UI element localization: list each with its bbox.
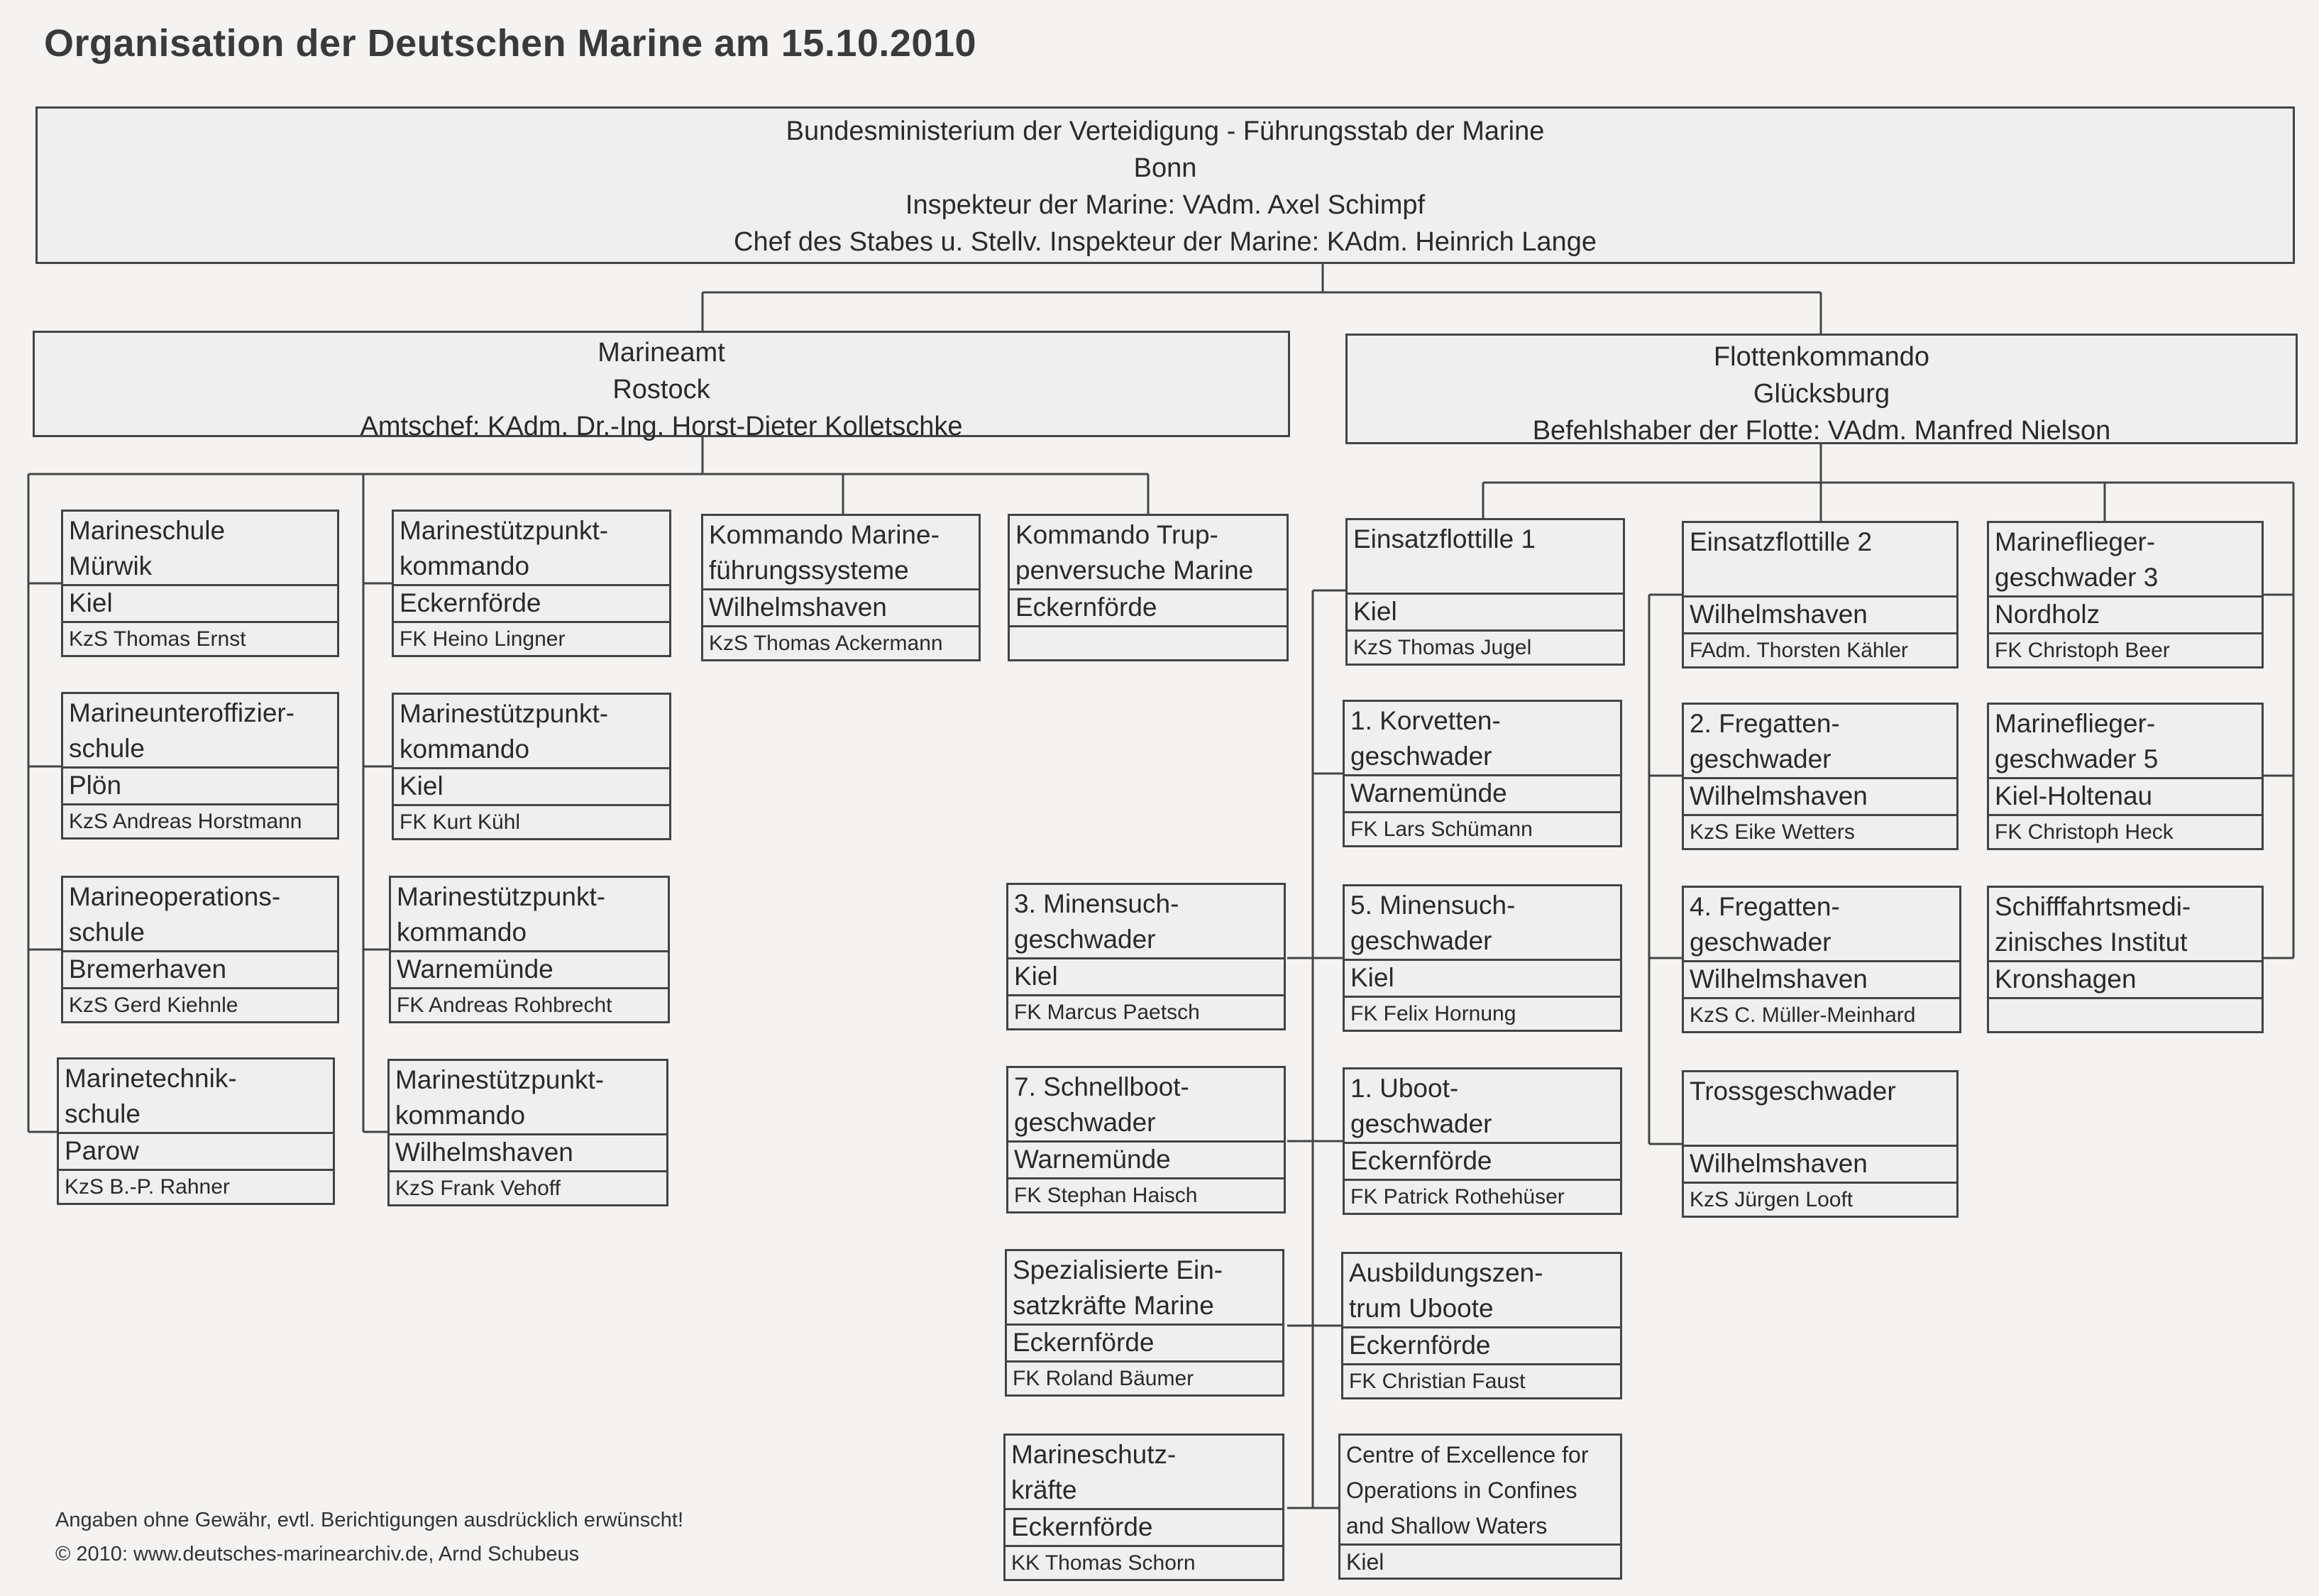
marineamt-line: Marineamt: [597, 338, 725, 368]
unit-location: Kiel: [1340, 1543, 1620, 1578]
unit-name: Einsatzflottille 2: [1690, 527, 1873, 556]
unit-name: Kommando Trup- penversuche Marine: [1015, 520, 1254, 585]
unit-name: Einsatzflottille 1: [1353, 524, 1536, 554]
unit-location: Eckernförde: [1006, 1508, 1282, 1545]
unit-trossgeschwader: [1682, 1070, 1959, 1218]
unit-location: Eckernförde: [1345, 1142, 1620, 1179]
unit-location: Nordholz: [1989, 595, 2262, 632]
unit-commander: KzS Thomas Ernst: [63, 621, 337, 655]
unit-location: Kiel: [63, 584, 337, 621]
unit-name: Marineoperations- schule: [69, 882, 281, 947]
unit-marineschule-muerwik: [61, 510, 339, 657]
unit-name: Kommando Marine- führungssysteme: [709, 520, 940, 585]
unit-name: 5. Minensuch- geschwader: [1350, 891, 1516, 955]
unit-name: Ausbildungszen- trum Uboote: [1349, 1258, 1543, 1323]
unit-name: Schifffahrtsmedi- zinisches Institut: [1995, 892, 2191, 957]
marineamt-line: Amtschef: KAdm. Dr.-Ing. Horst-Dieter Kolletschke: [360, 412, 963, 441]
unit-location: Warnemünde: [1008, 1140, 1284, 1177]
unit-marineunteroffizierschule: [61, 692, 339, 840]
unit-location: Eckernförde: [1343, 1326, 1620, 1363]
unit-commander: FK Andreas Rohbrecht: [391, 987, 668, 1021]
unit-marineschutzkraefte: [1003, 1433, 1284, 1581]
unit-einsatzflottille-1: [1345, 518, 1625, 666]
footer-copyright: © 2010: www.deutsches-marinearchiv.de, Arnd Schubeus: [55, 1543, 580, 1565]
unit-ausbildungszentrum-uboote: [1341, 1252, 1622, 1399]
unit-commander: FK Felix Hornung: [1345, 996, 1620, 1030]
unit-commander: KzS Jürgen Looft: [1684, 1182, 1956, 1216]
footer-disclaimer: Angaben ohne Gewähr, evtl. Berichtigungen ausdrücklich erwünscht!: [55, 1509, 684, 1531]
unit-7-schnellbootgeschwader: [1006, 1066, 1286, 1213]
unit-commander: KzS B.-P. Rahner: [59, 1169, 333, 1203]
unit-marinefliegergeschwader-3: [1987, 521, 2264, 668]
unit-location: Plön: [63, 766, 337, 803]
unit-location: Kronshagen: [1989, 960, 2262, 997]
unit-name: Marinestützpunkt- kommando: [395, 1065, 605, 1130]
unit-commander: KzS Frank Vehoff: [390, 1170, 666, 1204]
unit-commander: FK Kurt Kühl: [394, 804, 669, 838]
unit-name: 2. Fregatten- geschwader: [1690, 709, 1840, 774]
unit-commander: [1010, 625, 1287, 659]
unit-location: Warnemünde: [391, 950, 668, 987]
unit-location: Wilhelmshaven: [703, 588, 979, 625]
unit-marinefliegergeschwader-5: [1987, 703, 2264, 850]
unit-commander: KzS Thomas Jugel: [1348, 629, 1623, 664]
unit-name: 1. Uboot- geschwader: [1350, 1074, 1492, 1138]
unit-name: Marineflieger- geschwader 5: [1995, 709, 2159, 774]
unit-location: Kiel: [394, 767, 669, 804]
unit-kdo-truppenversuche: [1008, 514, 1289, 661]
unit-schifffahrtsmedizinisches-institut: [1987, 886, 2264, 1033]
unit-location: Parow: [59, 1132, 333, 1169]
unit-einsatzflottille-2: [1682, 521, 1959, 668]
unit-1-korvettengeschwader: [1343, 700, 1622, 847]
unit-kdo-fuehrungssysteme: [701, 514, 981, 661]
unit-commander: KzS Eike Wetters: [1684, 814, 1956, 848]
unit-commander: FK Christian Faust: [1343, 1363, 1620, 1397]
hq-box: [35, 106, 2295, 264]
unit-location: Wilhelmshaven: [1684, 960, 1959, 997]
unit-name: Marineschule Mürwik: [69, 516, 226, 580]
unit-commander: KzS Gerd Kiehnle: [63, 987, 337, 1021]
unit-4-fregattengeschwader: [1682, 886, 1961, 1033]
unit-location: Wilhelmshaven: [1684, 777, 1956, 814]
unit-location: Wilhelmshaven: [1684, 1145, 1956, 1182]
page-title: Organisation der Deutschen Marine am 15.10.2010: [44, 22, 977, 65]
unit-5-minensuchgeschwader: [1343, 884, 1622, 1032]
unit-commander: FK Christoph Heck: [1989, 814, 2262, 848]
unit-3-minensuchgeschwader: [1006, 883, 1286, 1030]
unit-commander: FK Heino Lingner: [394, 621, 669, 655]
unit-commander: FK Patrick Rothehüser: [1345, 1179, 1620, 1213]
unit-location: Kiel: [1348, 593, 1623, 629]
unit-commander: FK Stephan Haisch: [1008, 1177, 1284, 1211]
unit-marinetechnikschule: [57, 1057, 335, 1205]
hq-line: Bundesministerium der Verteidigung - Führungsstab der Marine: [786, 116, 1545, 146]
unit-commander: [1989, 997, 2262, 1031]
unit-name: Marineflieger- geschwader 3: [1995, 527, 2159, 592]
unit-location: Kiel: [1345, 959, 1620, 996]
unit-commander: FK Roland Bäumer: [1007, 1360, 1282, 1394]
flottenkommando-line: Befehlshaber der Flotte: VAdm. Manfred Nielson: [1532, 416, 2111, 446]
unit-location: Bremerhaven: [63, 950, 337, 987]
unit-msk-warnemuende: [389, 876, 670, 1023]
unit-name: Marineschutz- kräfte: [1011, 1440, 1177, 1504]
flottenkommando-line: Flottenkommando: [1713, 342, 1930, 372]
unit-location: Wilhelmshaven: [390, 1133, 666, 1170]
unit-name: Marineunteroffizier- schule: [69, 698, 295, 763]
unit-name: 7. Schnellboot- geschwader: [1014, 1072, 1189, 1137]
unit-name: Marinetechnik- schule: [65, 1064, 237, 1128]
unit-marineoperationsschule: [61, 876, 339, 1023]
unit-ske-marine: [1005, 1249, 1284, 1397]
hq-line: Inspekteur der Marine: VAdm. Axel Schimpf: [905, 190, 1426, 220]
unit-commander: KzS C. Müller-Meinhard: [1684, 997, 1959, 1031]
unit-commander: FK Marcus Paetsch: [1008, 994, 1284, 1028]
unit-location: Eckernförde: [1010, 588, 1287, 625]
unit-name: Marinestützpunkt- kommando: [400, 516, 609, 580]
unit-name: 4. Fregatten- geschwader: [1690, 892, 1840, 957]
unit-name: Spezialisierte Ein- satzkräfte Marine: [1013, 1255, 1223, 1320]
unit-2-fregattengeschwader: [1682, 703, 1959, 850]
marineamt-line: Rostock: [612, 375, 710, 404]
unit-commander: FAdm. Thorsten Kähler: [1684, 632, 1956, 666]
unit-commander: KzS Thomas Ackermann: [703, 625, 979, 659]
flottenkommando-line: Glücksburg: [1753, 379, 1890, 409]
hq-line: Chef des Stabes u. Stellv. Inspekteur der Marine: KAdm. Heinrich Lange: [734, 227, 1597, 257]
unit-location: Kiel: [1008, 957, 1284, 994]
hq-line: Bonn: [1133, 153, 1197, 183]
unit-location: Eckernförde: [1007, 1323, 1282, 1360]
unit-location: Warnemünde: [1345, 774, 1620, 811]
unit-msk-wilhelmshaven: [387, 1059, 668, 1206]
marineamt-box: [33, 331, 1290, 441]
unit-name: 1. Korvetten- geschwader: [1350, 706, 1501, 771]
unit-msk-kiel: [392, 693, 671, 840]
unit-name: Trossgeschwader: [1690, 1077, 1896, 1106]
unit-name: Marinestützpunkt- kommando: [400, 699, 609, 764]
unit-location: Wilhelmshaven: [1684, 595, 1956, 632]
unit-location: Kiel-Holtenau: [1989, 777, 2262, 814]
unit-msk-eckernfoerde: [392, 510, 671, 657]
unit-name: Marinestützpunkt- kommando: [397, 882, 606, 947]
unit-name: Centre of Excellence for Operations in Confines and Shallow Waters: [1346, 1442, 1589, 1539]
flottenkommando-box: [1345, 334, 2298, 444]
unit-commander: FK Christoph Beer: [1989, 632, 2262, 666]
unit-location: Eckernförde: [394, 584, 669, 621]
unit-commander: KK Thomas Schorn: [1006, 1545, 1282, 1579]
unit-commander: FK Lars Schümann: [1345, 811, 1620, 845]
unit-coe-csw: [1338, 1433, 1622, 1580]
unit-commander: KzS Andreas Horstmann: [63, 803, 337, 837]
unit-name: 3. Minensuch- geschwader: [1014, 889, 1179, 954]
unit-1-ubootgeschwader: [1343, 1067, 1622, 1215]
